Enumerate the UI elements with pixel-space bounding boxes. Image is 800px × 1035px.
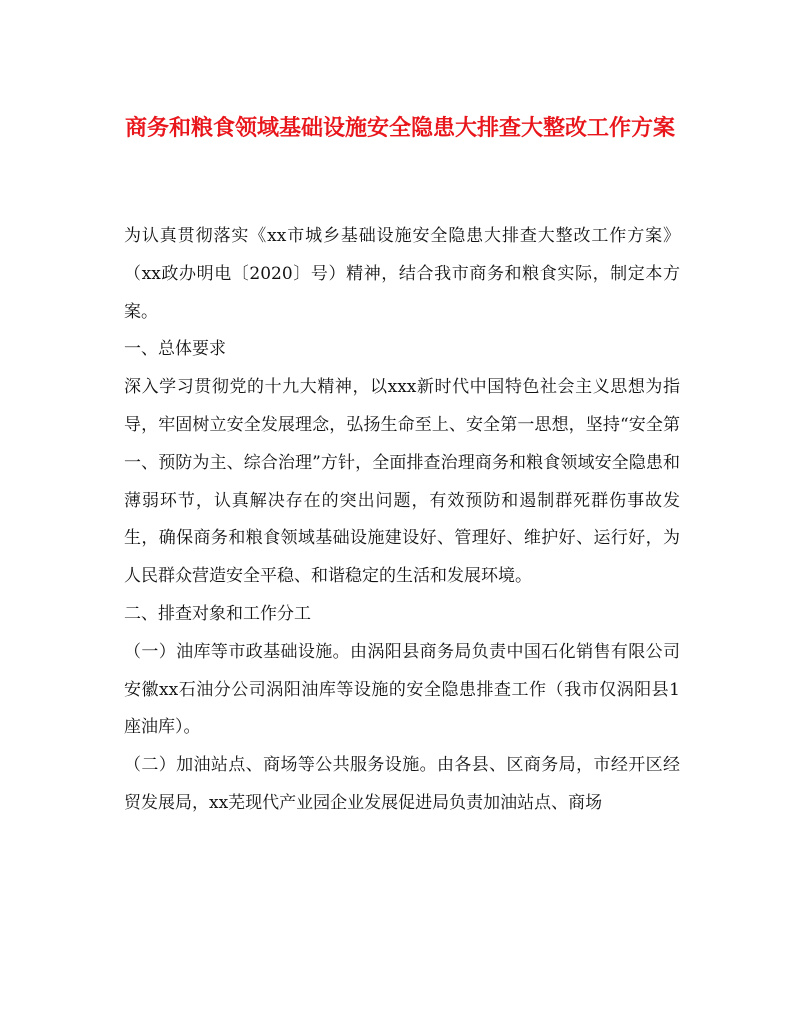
intro-paragraph: 为认真贯彻落实《xx市城乡基础设施安全隐患大排查大整改工作方案》（xx政办明电〔2020〕号）精神，结合我市商务和粮食实际，制定本方案。: [124, 226, 680, 322]
section-heading-1: 一、总体要求: [124, 339, 226, 360]
requirements-paragraph: 深入学习贯彻党的十九大精神，以xxx新时代中国特色社会主义思想为指导，牢固树立安全发展理念，弘扬生命至上、安全第一思想，坚持“安全第一、预防为主、综合治理”方针，全面排查治理商务和粮食领域安全隐患和薄弱环节，认真解决存在的突出问题，有效预防和遏制群死群伤事故发生，确保商务和粮食领域基础设施建设好、管理好、维护好、运行好，为人民群众营造安全平稳、和谐稳定的生活和发展环境。: [124, 377, 680, 587]
item-2-paragraph: （二）加油站点、商场等公共服务设施。由各县、区商务局，市经开区经贸发展局，xx芜现代产业园企业发展促进局负责加油站点、商场: [124, 755, 680, 813]
document-title: 商务和粮食领域基础设施安全隐患大排查大整改工作方案: [124, 115, 675, 141]
section-heading-2: 二、排查对象和工作分工: [124, 603, 311, 624]
document-body: [124, 218, 680, 823]
item-1-paragraph: （一）油库等市政基础设施。由涡阳县商务局负责中国石化销售有限公司安徽xx石油分公司涡阳油库等设施的安全隐患排查工作（我市仅涡阳县1座油库）。: [124, 641, 680, 738]
